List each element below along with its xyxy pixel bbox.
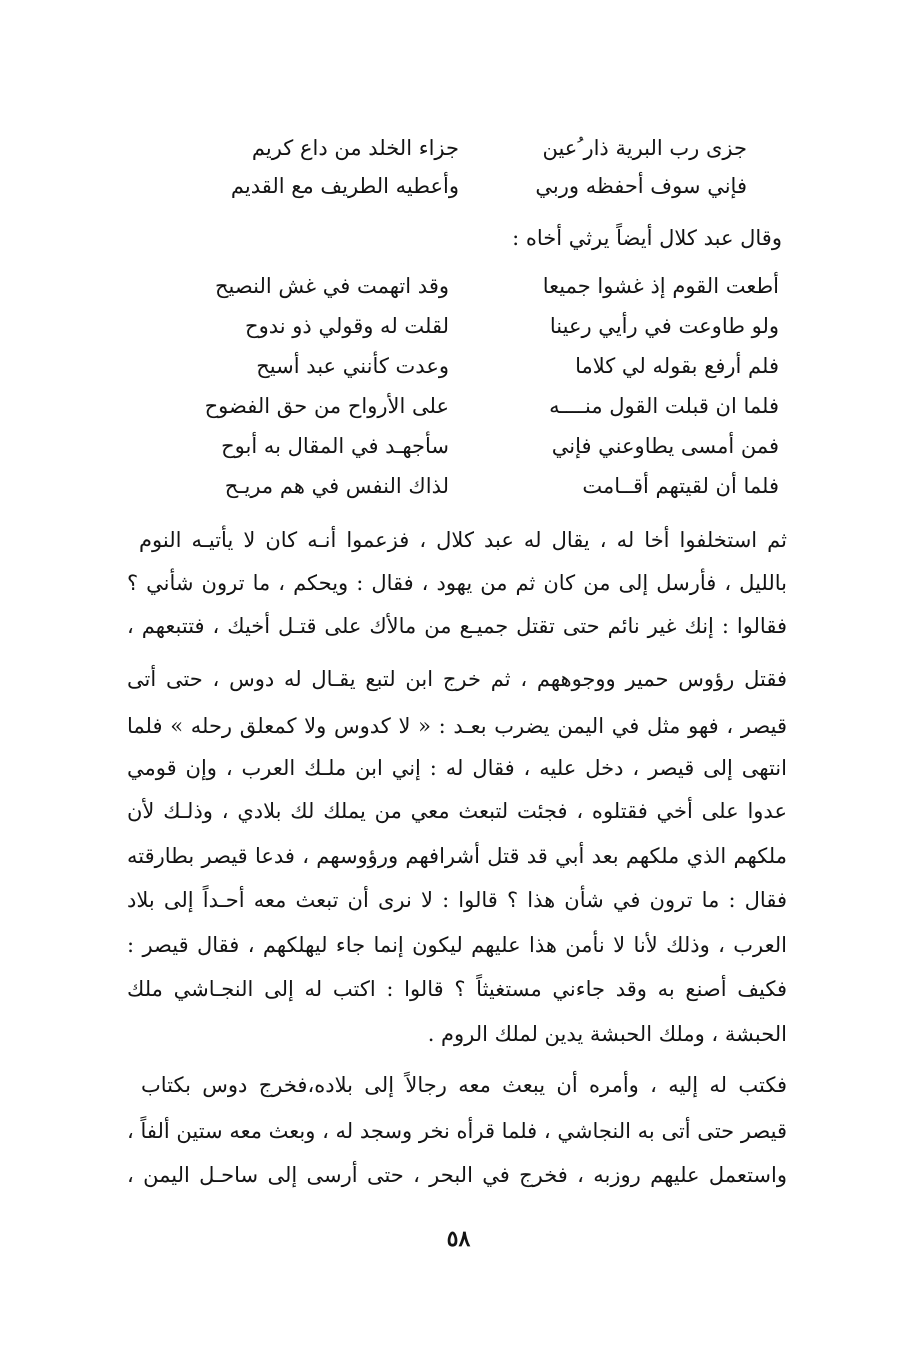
hemistich-left: وأعطيه الطريف مع القديم <box>230 174 459 198</box>
verse-line <box>0 266 917 306</box>
page-number: ٥٨ <box>446 1226 471 1252</box>
prose-line: قيصر حتى أتى به النجاشي ، فلما قرأه نخر وسجد له ، وبعث معه ستين ألفاً ، <box>127 1119 787 1143</box>
hemistich-right: فلما أن لقيتهم أقــامت <box>582 474 779 498</box>
prose-line: انتهى إلى قيصر ، دخل عليه ، فقال له : إني ابن ملـك العرب ، وإن قومي <box>127 756 787 780</box>
hemistich-left: لذاك النفس في هم مريـح <box>224 474 449 498</box>
prose-line: فقال : ما ترون في شأن هذا ؟ قالوا : لا نرى أن تبعث معه أحـداً إلى بلاد <box>127 888 787 912</box>
hemistich-right: فلما ان قبلت القول منــــه <box>549 394 779 418</box>
hemistich-left: وعدت كأنني عبد أسيح <box>256 354 449 378</box>
prose-line: الحبشة ، وملك الحبشة يدين لملك الروم . <box>427 1022 787 1046</box>
prose-line: فقالوا : إنك غير نائم حتى تقتل جميـع من مالأك على قتـل أخيك ، فتتبعهم ، <box>127 614 787 638</box>
prose-line: العرب ، وذلك لأنا لا نأمن هذا عليهم ليكون إنما جاء ليهلكهم ، فقال قيصر : <box>127 933 787 957</box>
hemistich-right: جزى رب البرية ذار ُعين <box>542 136 747 160</box>
verse-line <box>0 128 917 168</box>
verse-line <box>0 346 917 386</box>
verse-line <box>0 386 917 426</box>
hemistich-left: وقد اتهمت في غش النصيح <box>215 274 449 298</box>
prose-line: فكتب له إليه ، وأمره أن يبعث معه رجالاً إلى بلاده،فخرج دوس بكتاب <box>141 1073 787 1097</box>
prose-line: واستعمل عليهم روزبه ، فخرج في البحر ، حتى أرسى إلى ساحـل اليمن ، <box>127 1163 787 1187</box>
prose-line: ثم استخلفوا أخا له ، يقال له عبد كلال ، فزعموا أنـه كان لا يأتيـه النوم <box>139 528 787 552</box>
verse-line <box>0 166 917 206</box>
hemistich-left: على الأرواح من حق الفضوح <box>204 394 449 418</box>
hemistich-right: فلم أرفع بقوله لي كلاما <box>575 354 779 378</box>
prose-line: بالليل ، فأرسل إلى من كان ثم من يهود ، فقال : ويحكم ، ما ترون شأني ؟ <box>127 571 787 595</box>
hemistich-right: فمن أمسى يطاوعني فإني <box>551 434 779 458</box>
verse-line <box>0 466 917 506</box>
prose-line: فكيف أصنع به وقد جاءني مستغيثاً ؟ قالوا : اكتب له إلى النجـاشي ملك <box>127 977 787 1001</box>
hemistich-left: سأجهـد في المقال به أبوح <box>221 434 449 458</box>
hemistich-left: لقلت له وقولي ذو ندوح <box>245 314 449 338</box>
hemistich-left: جزاء الخلد من داع كريم <box>251 136 459 160</box>
hemistich-right: أطعت القوم إذ غشوا جميعا <box>542 274 779 298</box>
prose-line: قيصر ، فهو مثل في اليمن يضرب بعـد : « لا كدوس ولا كمعلق رحله » فلما <box>127 714 787 738</box>
hemistich-right: فإني سوف أحفظه وربي <box>535 174 747 198</box>
prose-line: فقتل رؤوس حمير ووجوههم ، ثم خرج ابن لتبع يقـال له دوس ، حتى أتى <box>127 667 787 691</box>
prose-line: عدوا على أخي فقتلوه ، فجئت لتبعث معي من يملك لك بلادي ، وذلـك لأن <box>127 799 787 823</box>
hemistich-right: ولو طاوعت في رأيي رعينا <box>549 314 779 338</box>
prose-line: ملكهم الذي ملكهم بعد أبي قد قتل أشرافهم ورؤوسهم ، فدعا قيصر بطارقته <box>127 844 787 868</box>
verse-line <box>0 426 917 466</box>
verse-line <box>0 306 917 346</box>
intro-line: وقال عبد كلال أيضاً يرثي أخاه : <box>512 226 782 250</box>
